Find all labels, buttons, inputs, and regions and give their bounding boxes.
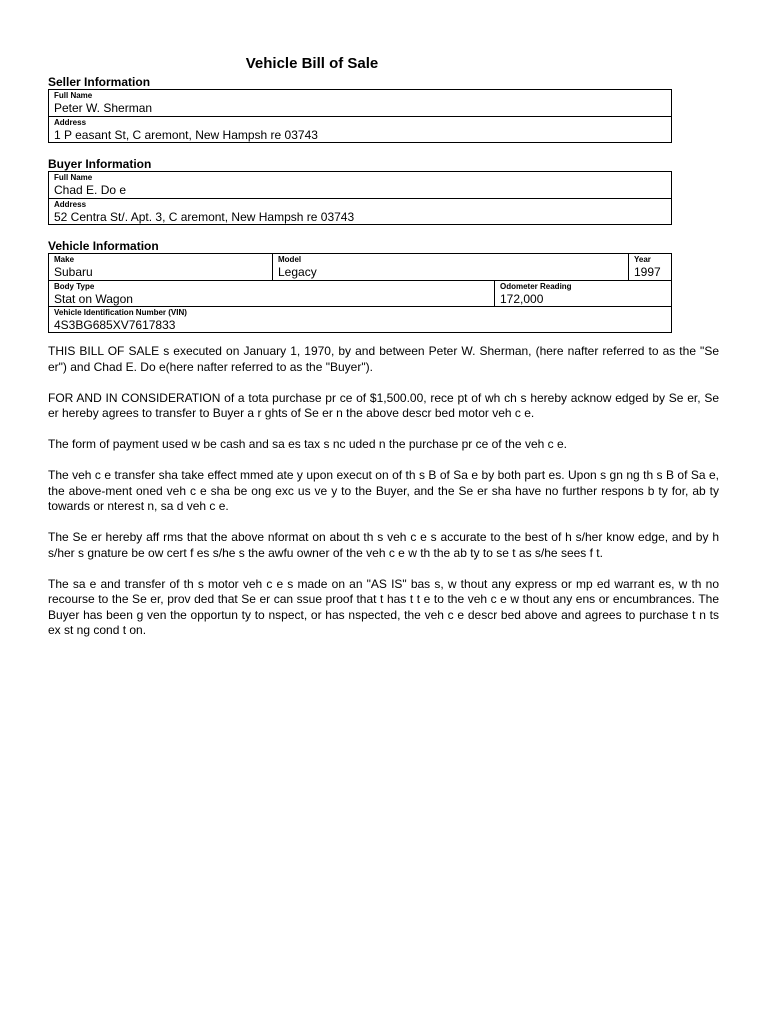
vehicle-vin-label: Vehicle Identification Number (VIN) bbox=[54, 308, 187, 317]
vehicle-section-heading: Vehicle Information bbox=[48, 239, 159, 253]
vehicle-row-vin bbox=[49, 306, 671, 332]
vehicle-year-label: Year bbox=[634, 255, 651, 264]
seller-address-cell[interactable] bbox=[49, 117, 671, 142]
vehicle-vin-value: 4S3BG685XV7617833 bbox=[54, 318, 176, 332]
vehicle-model-value: Legacy bbox=[278, 265, 317, 279]
paragraph-transfer: The veh c e transfer sha take effect mmed ate y upon execut on of th s B of Sa e by both part es. Upon s gn ng th s B of Sa e, the above-ment oned veh c e sha be ong exc us ve y to the Buyer, and the Se er sha have no further respons b ty for, ab ty towards or nterest n, sa d veh c e. bbox=[48, 468, 719, 513]
seller-address-label: Address bbox=[54, 118, 87, 127]
document-title: Vehicle Bill of Sale bbox=[245, 55, 379, 72]
vehicle-box bbox=[48, 253, 672, 333]
buyer-name-cell[interactable] bbox=[49, 172, 671, 198]
paragraph-payment: The form of payment used w be cash and sa es tax s nc uded n the purchase pr ce of the veh c e. bbox=[48, 437, 567, 451]
seller-address-row bbox=[49, 116, 671, 142]
vehicle-model-label: Model bbox=[278, 255, 302, 264]
vehicle-body-type-cell[interactable] bbox=[49, 281, 494, 306]
buyer-address-label: Address bbox=[54, 200, 87, 209]
buyer-name-row bbox=[49, 172, 671, 198]
buyer-address-cell[interactable] bbox=[49, 199, 671, 224]
buyer-section-heading: Buyer Information bbox=[48, 157, 152, 171]
vehicle-make-value: Subaru bbox=[54, 265, 93, 279]
seller-name-label: Full Name bbox=[54, 91, 93, 100]
vehicle-row-body-odometer bbox=[49, 280, 671, 306]
vehicle-vin-cell[interactable] bbox=[49, 307, 671, 332]
buyer-name-label: Full Name bbox=[54, 173, 93, 182]
buyer-address-row bbox=[49, 198, 671, 224]
seller-name-row bbox=[49, 90, 671, 116]
vehicle-make-cell[interactable] bbox=[49, 254, 272, 280]
vehicle-model-cell[interactable] bbox=[272, 254, 628, 280]
vehicle-odometer-label: Odometer Reading bbox=[500, 282, 572, 291]
paragraph-affirmation: The Se er hereby aff rms that the above nformat on about th s veh c e s accurate to the best of h s/her know edge, and by h s/her s gnature be ow cert f es s/he s the awfu owner of the veh c e w th the ab ty to se t as s/he sees f t. bbox=[48, 530, 719, 560]
vehicle-year-value: 1997 bbox=[634, 265, 661, 279]
paragraph-as-is: The sa e and transfer of th s motor veh c e s made on an "AS IS" bas s, w thout any express or mp ed warrant es, w th no recourse to the Se er, prov ded that Se er can ssue proof that t has t t e to the veh c e w thout any ens or encumbrances. The Buyer has been g ven the opportun ty to nspect, or has nspected, the veh c e descr bed above and agrees to purchase t n ts ex st ng cond t on. bbox=[48, 576, 719, 637]
seller-box bbox=[48, 89, 672, 143]
seller-address-value: 1 P easant St, C aremont, New Hampsh re 03743 bbox=[54, 128, 318, 142]
vehicle-row-make-model-year bbox=[49, 254, 671, 280]
vehicle-odometer-value: 172,000 bbox=[500, 292, 544, 306]
paragraph-execution: THIS BILL OF SALE s executed on January 1, 1970, by and between Peter W. Sherman, (here nafter referred to as the "Se er") and Chad E. Do e(here nafter referred to as the "Buyer"). bbox=[48, 344, 719, 374]
vehicle-body-type-value: Stat on Wagon bbox=[54, 292, 133, 306]
buyer-name-value: Chad E. Do e bbox=[54, 183, 127, 197]
vehicle-body-type-label: Body Type bbox=[54, 282, 95, 291]
terms-text bbox=[48, 344, 719, 654]
buyer-address-value: 52 Centra St/. Apt. 3, C aremont, New Hampsh re 03743 bbox=[54, 210, 355, 224]
paragraph-consideration: FOR AND IN CONSIDERATION of a tota purchase pr ce of $1,500.00, rece pt of wh ch s hereby acknow edged by Se er, Se er hereby agrees to transfer to Buyer a r ghts of Se er n the above descr bed motor veh c e. bbox=[48, 390, 719, 420]
vehicle-year-cell[interactable] bbox=[628, 254, 671, 280]
vehicle-make-label: Make bbox=[54, 255, 75, 264]
seller-section-heading: Seller Information bbox=[48, 75, 151, 89]
seller-name-cell[interactable] bbox=[49, 90, 671, 116]
vehicle-odometer-cell[interactable] bbox=[494, 281, 671, 306]
seller-name-value: Peter W. Sherman bbox=[54, 101, 153, 115]
buyer-box bbox=[48, 171, 672, 225]
